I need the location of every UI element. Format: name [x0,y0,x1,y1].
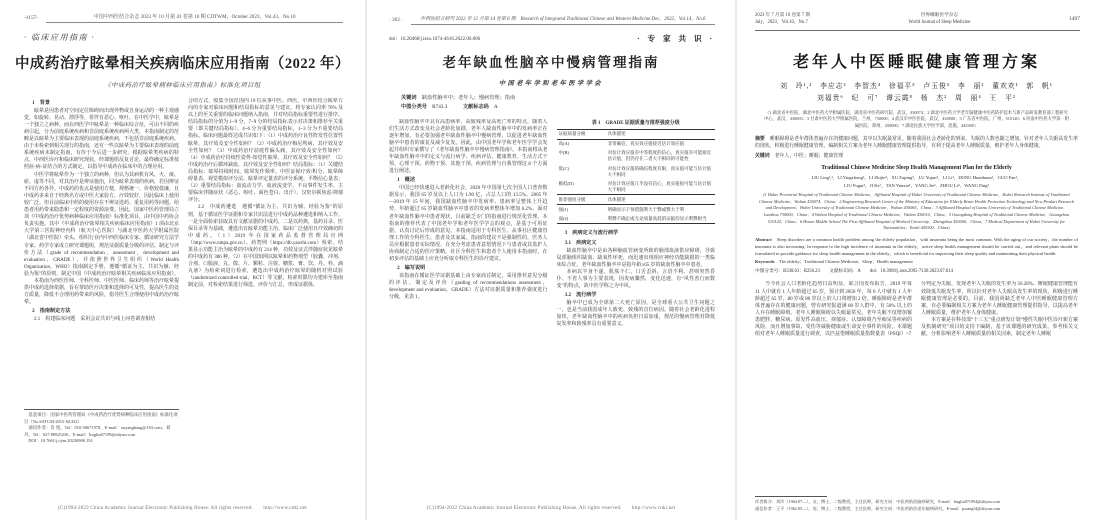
table-row [557,179,716,195]
keywords-label-en: Keywords [755,259,775,265]
table-1-grade [557,119,716,225]
paragraph: 中医学将眩晕作为一个独立的病种，但认为其病机有风、火、痰、瘀、虚等不同，对其治疗是辨证施治，同为眩晕表现的疾病，若因辨证不同方药各异。中成药的优点是使用方便、规格统一、价格较低廉，且中成药多来自于经典名方或中医大家验方，疗效较好，因此临床上使用较广泛。但目前临床中药的使用存在不辨证选药、重复用药等问题，给患者用药带来隐患和一定程度的资源浪费。因此，国家中医药管理局立项《中成药治疗优势病种临床应用指南》标准化项目，由中国中药协会负责实施。其中《中成药治疗眩晕相关疾病临床应用指南》1 项由北京大学第三医院神经内科（航天中心医院）与湖北中医药大学附属医院（湖北省中医院）牵头，组织行业内中西医临床专家、循证研究方法学专家、药学专家成立研究课题组，规范证据质量分级的评估、制定与评价方法（grade of recommendation，assessment，development and evaluation，GRADE），并依照世界卫生组织（World Health Organization，WHO）指南制定手册，遵循“循证为主、共识为辅、经验为鉴”的原则，制定中国《中成药治疗眩晕相关疾病临床应用指南》。 [24,172,179,277]
table-cell: 强(1) [558,206,569,212]
page-number: 1497 [1068,16,1080,22]
cnki-copyright-footer: (C)1994-2022 China Academic Journal Electronic Publishing House. All rights reserved. http://www.cnki.net [426,506,676,511]
table-header-cell: 证据质量分级 [557,129,606,139]
table-cell: 具体描述 [606,195,715,205]
table-cell: 极低(D) [558,180,574,186]
author-line: 刘 玲¹,² 李应志³ 李智杰⁴ 徐福平⁵ 卢玉俊⁵ 李 丽² 董欢欢¹ 郭 帆¹ [780,82,1053,90]
doc-code-label: 文献标志码 [462,103,489,110]
table-cell: 低(C) [558,165,569,171]
table-cell: 利弊不确定或无论质量高低的证据均显示利弊相当 [607,215,707,221]
keywords-label: 关键词 [401,95,417,101]
paragraph: 2.1 构建临床问题 采用会议共识与线上问卷调查相结 [34,317,156,323]
issue-info [755,12,810,27]
doi-row [367,25,735,44]
paragraph: 该指南在循证医学证据基础上由专家商讨制定，采用推荐意见分级的评估、制定及评价（grading of recommendations assessment，development and evaluation，GRADE）方法对证据质量和推荐强度进行分级，见表 1。 [389,273,548,301]
page-right-sleep-plan [737,0,1096,520]
author-line: 刘福贵⁶ 纪 可⁷ 谭云霞⁸ 杨 杰² 周 丽⁴ 王 平² [817,95,1016,103]
table-cell: 中(B) [558,150,569,156]
column-mark: · 临床应用指南 · [24,33,95,42]
corresponding-author-footnote: 通信作者：王平（1962.05—），男，博士，二级教授，主任医师，研究方向：中医药防治老年脑病研究，E-mail：pwang54@aliyun.com [755,505,1001,511]
paragraph: 合的方式，收集全国范围内 19 位从事中医、西医、中西医结合眩晕方向的专家对临床问题和结局指标的意见与建议，将专家认同率 70% 及以上的至关重要的临床问题纳入指南，并对结局指标重要性进行排序。结局指标的分值为 1~9 分，7~9 分的结局指标表示对决策和推荐至关重要（即关键结局指标），4~6 分为重要结局指标，1~3 分为不重要结局指标。临床问题最终达成共识如下：（1）中成药治疗良性阵发性位置性眩晕，其疗效及安全性如何？（2）中成药治疗梅尼埃病，其疗效及安全性如何？（3）中成药治疗前庭性偏头痛，其疗效及安全性如何？（4）中成药治疗持续性姿势-知觉性眩晕，其疗效及安全性如何？（5）中成药治疗后循环缺血，其疗效及安全性如何？结局指标：（1）关键结局指标：眩晕持续时间、眩晕发作频率、中医证候疗效/积分、眩晕障碍量表、视觉模拟评分法、眩晕评定量表的评分系统、平衡信心量表； [188,99,343,183]
abstract-text-en: Sleep disorders are a common health problem among the elderly population，with insomnia being the most common. With the aging of our society，the number of insomnia is also increasing. In response to the high incidence of insomnia in the elderly，active sleep health management should be carried out，and relevant plans should be formulated to provide guidance for sleep health management in the elderly，which is beneficial for improving their sleep quality and maintaining their physical health. [755,237,1078,256]
section-heading: 1 概述 [397,176,415,183]
table-cell: 弱(2) [558,215,569,221]
table-row [557,164,716,179]
table-cell: 对估计效应值有中等程度的信心，真实值有可能接近估计值，但仍存在二者大不相同的可能性 [607,150,712,162]
footnote-block [755,496,1080,512]
issue-line-en: July，2023，Vol.10，No.7 [755,20,808,26]
keywords-text: 老年人；中医；睡眠；健康管理 [774,154,844,160]
article-title: 中成药治疗眩晕相关疾病临床应用指南（2022 年） [14,56,351,72]
paragraph: 当今社会人口老龄化趋势日益明显，联合国发布报告，2019 年每 11 人中就有 1 人年龄超过 65 岁，预计到 2050 年，每 6 人中就有 1 人年龄超过 65 岁，80 岁或 80 岁以上的人口将增加 2 倍。睡眠障碍是老年群体普遍存在的健康问题，曾有研究报道满 60 岁人群中，有 50% 以上的人存在睡眠障碍。老年人睡眠障碍以失眠最常见。老年失眠不仅增加罹患肥胖、糖尿病、原发性高血压、抑郁症、认知障碍乃至痴呆等疾病的风险，而且增加事故、受伤等威胁健康或生命安全事件的风险。本课题组对老年人睡眠质量进行调查，以匹兹堡睡眠质量指数量表（PSQI）>7 [755,282,912,338]
journal-line: 中国中西医结合杂志 2023 年 10 月第 43 卷第 10 期 CJITWM，October 2023，Vol.43，No.10 [46,13,343,23]
clc-line [401,103,715,112]
paragraph: 2.2 中成药遴选 遵循“循证为主、共识为辅、经验为鉴”的原则，基于循证医学证据和专家共识法进行中成药品种遴选和纳入工作。一是全面检索获取具有文献证据的中成药，二是以药典、基药目录、医保目录等为基础，遴选出有眩晕功能主治、临床广泛使用且疗效确切的中成药。（1）2019 年在国家药品监督管理局官网（http://www.nmpa.gov.cn）、药智网（https://db.yaozhi.com）检索，结果显示功能主治为眩晕的中成药有 214 种，功效及证式伴随症状见眩晕的中成药有 386 种。（2）在中国知网以眩晕和药物剂型（胶囊、冲剂、合剂、口服液、丸、散、片、颗粒、注射、糖浆、膏、饮、丹、栓、滴丸液）为检索词进行检索，遴选出中成药治疗眩晕的随机对照试验（randomized controlled trial，RCT）等文献，检索时限均为建库至指南制定前，对检索结果进行筛选、评价与汇总，形成证据体。 [188,205,343,289]
doi-footnote: DOI：10.7661/j.cjim.20230906.154 [28,438,93,444]
subsection-heading: 3.2 流行病学 [564,291,597,298]
paragraph: （2）重要结局指标：血流动力学、血液流变学、不良事件发生率、主要临床伴随症状（恶心、呕吐、面色苍白、出汗）、汉密尔顿焦虑/抑郁评分。 [188,184,343,204]
body-column-1 [755,281,912,427]
body-column-2 [557,119,716,454]
paragraph: 中国已经快速进入老龄化社会，2020 年中国第七次全国人口普查数据显示，我国 65 岁及以上人口为 1.90 亿，占总人口的 13.5%。2005 年—2019 年 15 年间，我国缺血性脑卒中发病率、患病率呈整体上升趋势，年龄超过 65 岁缺血性脑卒中患者的发病率整体年增加 6.2%。面对老年缺血性脑卒中患者现状，目前缺乏专门的指南进行规范化管理。本指南的推荐代表了中国老年学和老年医学学会的观点，是基于可用证据，认真讨论后形成的意见。本指南适用于专科医生、从事社区健康管理工作的全科医生、患者及其家属。指南的建议不是强制性的，医务人员应根据患者实际情况，在充分考虑患者意愿情况下与患者或其监护人协商制定合适的医疗策略。社区全科医生和患者个人使用本指南时，在初步评估的基础上应充分听取专科医生的诊疗建议。 [389,186,548,263]
page-number: -1157- [24,15,39,21]
page-left-vertigo-guideline [0,0,365,520]
abstract-label: 摘要 [755,136,765,142]
author-bio-footnote: 作者简介：刘玲（1964.07—），女，博士，二级教授，主任医师，研究方向：中医药防治脑病研究，E-mail：lingliu071994@aliyun.com [755,499,1000,504]
table-row [557,149,716,164]
doc-code-text: A [494,103,498,110]
affiliation-cn: （1 湖北省中医院，湖北中医药大学附属医院，湖北省中医药研究院，武汉，430074；2 湖北中医药大学老年脑健康中医药防护技术与新产品研发教育部工程研究中心，武汉，430065；3 甘肃中医药大学附属医院，兰州，730000；4 武汉市中医医院，武汉，430000；5 广东省中医院，广州，510120；6 河南中医药大学第一附属医院，郑州，450000；7 湖北民族大学医学部，恩施，445300） [763,109,1070,128]
table-cell: 高(A) [558,141,570,147]
body-column-1 [24,98,179,445]
keywords-cn [755,152,1078,159]
abstract-text: 睡眠障碍是老年群体普遍存在的健康问题，其中以失眠最常见。随着我国社会老龄化的到来，失眠的人数也随之增加。针对老年人失眠高发生率的现状，积极进行睡眠健康管理，编制相关方案为老年人睡眠健康管理提供指导，有利于提高老年人睡眠质量，维护老年人身体健康。 [755,136,1078,150]
paragraph: 脑卒中已成为全球第二大死亡原因，是全球重大公共卫生问题之一，也是当前我国成年人致死、致残的首位病因。随着社会老龄化进程加快，老年缺血性脑卒中的疾病负担日益加重，规范的慢病管理对降低复发率和致残率具有重要意义。 [556,301,715,328]
keywords-label: 关键词 [755,154,770,160]
page-number: · 302 · [389,17,403,23]
table-subheader-row [557,195,716,205]
paragraph: 缺血性脑卒中是由各种脑血管病变所致的脑部血液供应障碍，导致局部脑组织缺血、缺氧性坏死，而迅速出现相应神经功能缺损的一类临床综合征。老年缺血性脑卒中是指年龄≥65 岁的缺血性脑卒中患者。 [556,248,715,269]
paragraph: 本方案是在科技部“十三五”重点研发计划“慢性失眠中医诊疗新方案及机制研究”项目的支持下编制，基于该课题的研究成果，参考相关文献，分析影响老年人睡眠质量的相关因素，制定老年人睡眠 [921,317,1078,338]
author-line-en: LIU Fugui⁶，JI Ke⁷，TAN Yunxia⁸，YANG Jie²，ZHOU Li⁴，WANG Ping² [844,182,989,188]
funding-footnote: 基金项目：国家中医药管理局《中成药治疗优势病种临床应用指南》标准化项目（No.SATCM-2015-SZ432） [24,411,178,424]
article-subtitle: 《中成药治疗眩晕病种临床应用指南》标准化项目组 [104,82,261,89]
table-cell: 对估计效应值的确信程度有限，真实值可能与估计值大不相同 [607,165,712,177]
abstract-en [755,237,1078,257]
abstract-cn [755,136,1078,151]
keywords-line [401,94,715,103]
issue-line-cn: 2023 年 7 月第 10 卷第 7 期 [755,13,811,18]
journal-name-en: World Journal of Sleep Medicine [908,20,971,26]
corresponding-author-footnote: 通讯作者：肖 旭，Tel：010-58671978，E-mail：xuyanghang@163.com；刘 丹，Tel：027-88925230，E-mail：lingliu67199@aliyun.com [24,425,171,437]
clc-text: R743.3 [432,103,448,110]
author-list-cn [737,81,1096,106]
table-cell: 明确显示干预措施利大于弊或弊大于利 [607,206,685,212]
article-title-en: Traditional Chinese Medicine Sleep Health Management Plan for the Elderly [821,165,1012,172]
article-body [755,281,1078,427]
table-title: 表 1 GRADE 证据质量与推荐强度分级 [591,120,680,126]
section-heading: 3 疾病定义与流行病学 [564,229,619,236]
cnki-copyright-footer: (C)1994-2023 China Academic Journal Electronic Publishing House. All rights reserved. http://www.cnki.net [58,506,307,511]
paragraph: 本病以半身不遂、肌肤不仁、口舌歪斜、言语不利、甚则突然昏仆、不省人事为主要表现，因发病骤然、变化迅速，有“风性善行而数变”的特点，故中医学称之为中风。 [556,270,715,290]
journal-header [367,0,735,25]
paragraph: 缺血性脑卒中具有高患病率、高致残率及高死亡率的特点，随着人们生活方式改变及社会老龄化加剧，老年人缺血性脑卒中的发病率正在逐年增加，有必要加强老年缺血性脑卒中慢病管理，以促进老年缺血性脑卒中患者的康复及减少复发。因此，由中国老年学和老年医学学会发起并组织专家撰写了《老年缺血性脑卒中慢病管理指南》。本指南将从老年缺血性脑卒中的定义与流行病学、疾病评估、健康教育、生活方式干预、心理干预、药物干预、其他干预、疾病管理与自我管理这 8 个方面进行阐述。 [389,119,548,175]
table-cell: 推荐强度分级 [557,195,606,205]
article-meta [367,87,735,112]
table-cell: 对估计效应值几乎没有信心，真实值很可能与估计值大不相同 [607,180,712,192]
section-heading: 2 编写说明 [397,264,426,271]
column-mark: · 专 家 共 识 · [637,34,715,43]
footnote-rule [755,496,827,497]
paragraph: 眩晕是因患者对空间定位障碍而出现外物或自身运动的一种主观感觉，如旋转、晃动、漂浮等，常伴有恶心、呕吐。在中医学中，眩晕是一个独立之病种，而在西医学中眩晕是一种临床综合征，可由不同的疾病引起，分为前庭系统疾病和非前庭系统疾病两大类。本指南制定的范畴是以眩晕为主要临床表现的前庭系统疾病，不包括非前庭系统疾病。由于未检索到相关现行的指南，还有一些以眩晕为主要临床表现的前庭系统疾病未制定指南，有待于今后进一步研究。根据眩晕类疾病的特点、中西医诊疗和临床研究现状，经课题组反复讨论，最终确定标准按照症-病-证结合的方式制定，以指导中成药在临床中的合理应用。 [24,108,179,171]
paragraph: 分判定为失眠，发现老年人失眠的发生率为 56.28%。睡眠健康管理能有效降低失眠发生率，所以针对老年人失眠高发生率的现状，积极进行睡眠健康管理是必要的。目前，我国尚缺乏老年人中医睡眠健康管理方案，有必要编制相关方案为老年人睡眠健康管理提供指导，以提高老年人睡眠质量，维护老年人身体健康。 [921,282,1078,316]
journal-header [755,12,1080,31]
clc-label: 中图分类号 [401,103,427,110]
subsection-heading: 3.1 疾病定义 [564,239,597,246]
journal-line: 中西医结合研究 2022 年 12 月第 14 卷第 6 期 Research of Integrated Traditional Chinese and Western Medicine Dec，2022，Vol.14，No.6 [411,15,715,25]
body-column-1 [389,119,548,454]
article-body [367,112,735,454]
clc-doi-line: 中图分类号：R338.63；R256.23 文献标识码：A doi：10.3969/j.issn.2095-7130.2023.07.014 [755,269,953,275]
author-list-en [737,174,1096,189]
section-heading: 2 指南制定方法 [32,307,71,314]
table-row [557,205,716,215]
article-body [0,89,365,445]
article-title: 老年人中医睡眠健康管理方案 [792,53,1040,71]
table-header-cell: 具体描述 [606,129,715,139]
journal-header [0,0,365,23]
keywords-text: 缺血性脑卒中；老年人；慢病管理；指南 [421,95,516,101]
article-author-org: 中国老年学和老年医学学会 [498,80,604,87]
body-column-2 [921,281,1078,427]
journal-name-cn: 世界睡眠医学杂志 [920,13,959,18]
table-row [557,214,716,224]
keywords-text-en: The elderly；Traditional Chinese Medicine；Sleep；Health management [779,259,913,265]
grade-table [557,129,716,225]
paragraph: 本指南为西医医师、全科医师、中医医师、临床药师等治疗眩晕提供中成药选择依据，旨在帮助医疗决策和选择的可及性，提高医生的处方质量，降低不合理用药带来的风险，指导医生合理使用中成药治疗眩晕。 [24,278,179,306]
abstract-label-en: Abstract [755,237,772,242]
article-title: 老年缺血性脑卒中慢病管理指南 [442,55,660,70]
author-line-en: LIU Ling¹,²，LI Yingzhong³，LI Zhijie⁴，XU Fuping⁵，LU Yujun⁵，LI Li²，DONG Huanhuan¹，GUO Fan¹， [811,175,1022,181]
table-row [557,139,716,149]
page-middle-stroke-guideline [367,0,735,520]
section-heading: 1 背景 [32,99,50,106]
affiliation-en: (1 Hubei Provincial Hospital of Traditional Chinese Medicine，Affiliated Hospital of Hubei University of Traditional Chinese Medicine，Hubei Research Institute of Traditional Chinese Medicine，Wuhan 430074，China；2 Engineering Research Center of the Ministry of Education for Elderly Brain Health Protection Technology and New Product Research and Development，Hubei University of Traditional Chinese Medicine，Wuhan 430065，China；3 Affiliated Hospital of Gansu University of Traditional Chinese Medicine，Lanzhou 730000，China；4 Wuhan Hospital of Traditional Chinese Medicine，Wuhan 430010，China；5 Guangdong Hospital of Traditional Chinese Medicine，Guangzhou 510120，China；6 Henan Middle School The First Affiliated Hospital of Medical University，Zhengzhou 450000，China；7 Medical Department of Hubei University for Nationalities，Enshi 445300，China) [759,192,1074,231]
doi-text: doi：10.20468/j.issn.1674-4616.2022.06.006 [389,37,481,42]
journal-name [908,12,970,27]
table-cell: 非常确信，真实效应值接近估计效应值 [607,141,685,147]
body-column-2 [188,98,343,445]
keywords-en [755,259,1078,265]
footnote-block [24,409,179,445]
